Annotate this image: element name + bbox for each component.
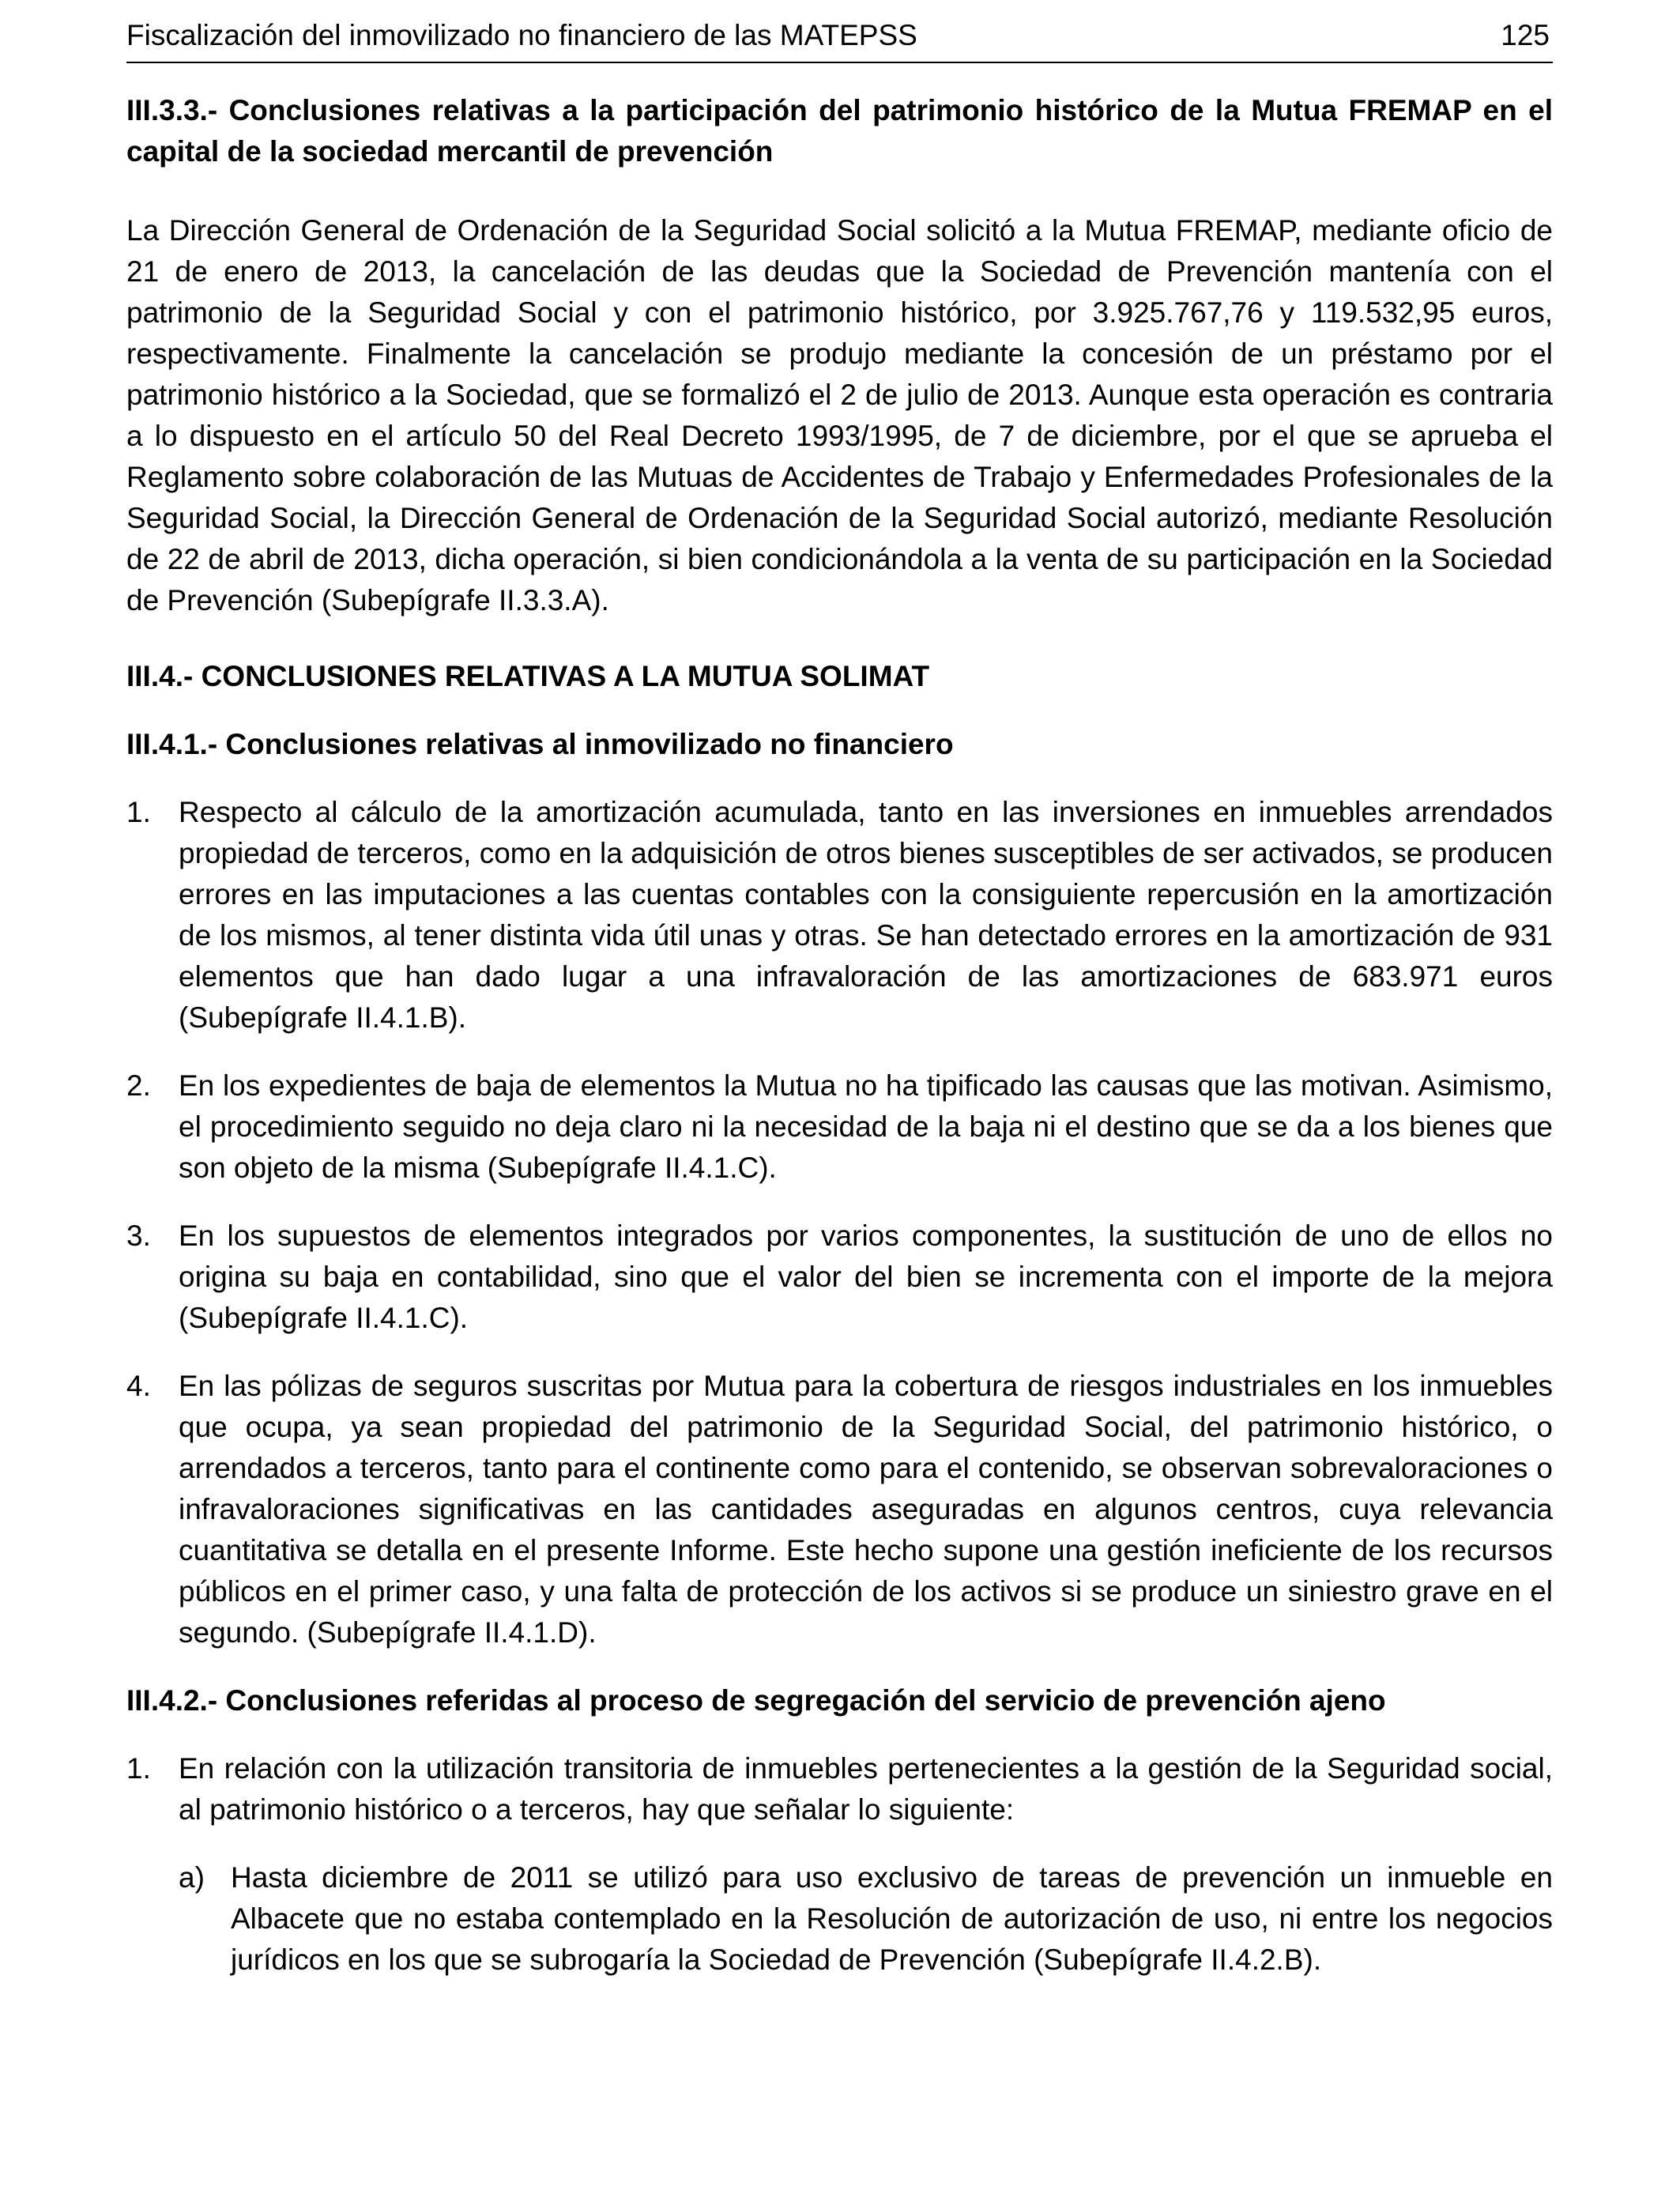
list-item-text: En las pólizas de seguros suscritas por Mutua para la cobertura de riesgos industriales en los inmuebles que ocupa, ya sean propiedad del patrimonio de la Seguridad Social, del patrimonio histórico, o arrendados a terceros, tanto para el continente como para el contenido, se observan sobrevaloraciones o infravaloraciones significativas en las cantidades aseguradas en algunos centros, cuya relevancia cuantitativa se detalla en el presente Informe. Este hecho supone una gestión ineficiente de los recursos públicos en el primer caso, y una falta de protección de los activos si se produce un siniestro grave en el segundo. (Subepígrafe II.4.1.D). — [179, 1370, 1553, 1649]
list-item-number: 3. — [126, 1220, 151, 1252]
header-title: Fiscalización del inmovilizado no financiero de las MATEPSS — [126, 19, 917, 51]
page-header — [126, 0, 1553, 63]
list-item — [126, 1065, 1553, 1189]
document-page — [126, 0, 1553, 1981]
paragraph-fremap: La Dirección General de Ordenación de la Seguridad Social solicitó a la Mutua FREMAP, mediante oficio de 21 de enero de 2013, la cancelación de las deudas que la Sociedad de Prevención mantenía con el patrimonio de la Seguridad Social y con el patrimonio histórico, por 3.925.767,76 y 119.532,95 euros, respectivamente. Finalmente la cancelación se produjo mediante la concesión de un préstamo por el patrimonio histórico a la Sociedad, que se formalizó el 2 de julio de 2013. Aunque esta operación es contraria a lo dispuesto en el artículo 50 del Real Decreto 1993/1995, de 7 de diciembre, por el que se aprueba el Reglamento sobre colaboración de las Mutuas de Accidentes de Trabajo y Enfermedades Profesionales de la Seguridad Social, la Dirección General de Ordenación de la Seguridad Social autorizó, mediante Resolución de 22 de abril de 2013, dicha operación, si bien condicionándola a la venta de su participación en la Sociedad de Prevención (Subepígrafe II.3.3.A). — [126, 214, 1553, 616]
list-item-text: En los supuestos de elementos integrados por varios componentes, la sustitución de uno de ellos no origina su baja en contabilidad, sino que el valor del bien se incrementa con el importe de la mejora (Subepígrafe II.4.1.C). — [179, 1220, 1553, 1334]
list-item-number: 1. — [126, 1752, 151, 1785]
list-item — [126, 1216, 1553, 1339]
sub-list-item — [126, 1857, 1553, 1981]
page-number: 125 — [1501, 19, 1550, 51]
list-item-text: En los expedientes de baja de elementos la Mutua no ha tipificado las causas que las motivan. Asimismo, el procedimiento seguido no deja claro ni la necesidad de la baja ni el destino que se da a los bienes que son objeto de la misma (Subepígrafe II.4.1.C). — [179, 1069, 1553, 1184]
heading-iii-4-2: III.4.2.- Conclusiones referidas al proceso de segregación del servicio de prevención ajeno — [126, 1684, 1386, 1717]
list-item — [126, 1366, 1553, 1653]
sub-list-item-letter: a) — [179, 1861, 205, 1894]
document-body — [126, 90, 1553, 1981]
list-item-text: Respecto al cálculo de la amortización acumulada, tanto en las inversiones en inmuebles arrendados propiedad de terceros, como en la adquisición de otros bienes susceptibles de ser activados, se producen errores en las imputaciones a las cuentas contables con la consiguiente repercusión en la amortización de los mismos, al tener distinta vida útil unas y otras. Se han detectado errores en la amortización de 931 elementos que han dado lugar a una infravaloración de las amortizaciones de 683.971 euros (Subepígrafe II.4.1.B). — [179, 796, 1553, 1034]
sub-list-item-text: Hasta diciembre de 2011 se utilizó para uso exclusivo de tareas de prevención un inmueble en Albacete que no estaba contemplado en la Resolución de autorización de uso, ni entre los negocios jurídicos en los que se subrogaría la Sociedad de Prevención (Subepígrafe II.4.2.B). — [231, 1861, 1553, 1976]
list-item — [126, 1748, 1553, 1830]
list-item-number: 4. — [126, 1370, 151, 1402]
list-item-number: 1. — [126, 796, 151, 828]
list-item — [126, 792, 1553, 1039]
list-item-text: En relación con la utilización transitoria de inmuebles pertenecientes a la gestión de la Seguridad social, al patrimonio histórico o a terceros, hay que señalar lo siguiente: — [179, 1752, 1553, 1826]
heading-iii-4: III.4.- CONCLUSIONES RELATIVAS A LA MUTUA SOLIMAT — [126, 660, 930, 692]
heading-iii-4-1: III.4.1.- Conclusiones relativas al inmovilizado no financiero — [126, 728, 954, 760]
list-item-number: 2. — [126, 1069, 151, 1102]
heading-iii-3-3: III.3.3.- Conclusiones relativas a la participación del patrimonio histórico de la Mutua FREMAP en el capital de la sociedad mercantil de prevención — [126, 94, 1553, 168]
